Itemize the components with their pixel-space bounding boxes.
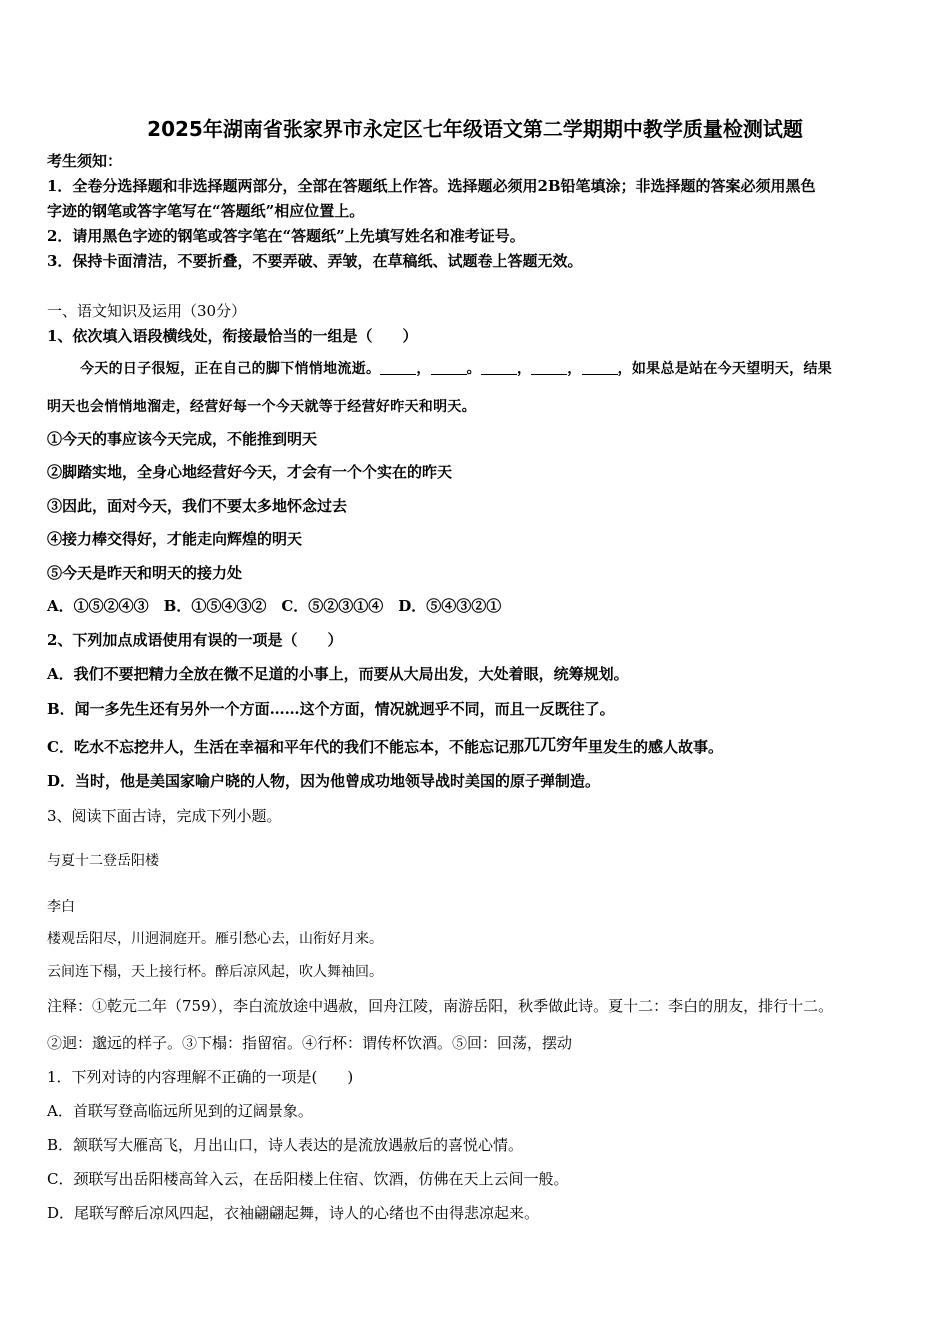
q1-passage-start: 今天的日子很短，正在自己的脚下悄悄地流逝。 [80, 361, 381, 377]
poem-note-2: ②迥：邈远的样子。③下榻：指留宿。④行杯：谓传杯饮酒。⑤回：回荡，摆动 [47, 1034, 573, 1052]
q1-option-1: ①今天的事应该今天完成，不能推到明天 [47, 430, 318, 448]
q2-option-c-pre: C．吃水不忘挖井人，生活在幸福和平年代的我们不能忘本，不能忘记那 [47, 738, 524, 756]
q2-stem: 2、下列加点成语使用有误的一项是（ ） [47, 631, 343, 649]
q1-passage-line1 [80, 359, 832, 379]
notice-item-1: 1．全卷分选择题和非选择题两部分，全部在答题纸上作答。选择题必须用2B铅笔填涂；非选择题的答案必须用黑色 [47, 177, 816, 195]
q1-sep-2: 。 [466, 361, 481, 377]
q1-option-3: ③因此，面对今天，我们不要太多地怀念过去 [47, 497, 348, 515]
q1-sep-3: ， [516, 361, 532, 377]
q1-option-4: ④接力棒交得好，才能走向辉煌的明天 [47, 530, 303, 548]
q1-blank-4 [531, 360, 567, 375]
poem-title: 与夏十二登岳阳楼 [47, 853, 159, 869]
q3-sub1-option-a: A．首联写登高临远所见到的辽阔景象。 [47, 1102, 313, 1120]
q1-blank-5 [582, 360, 618, 375]
q1-blank-2 [431, 360, 467, 375]
q1-sep-4: ， [567, 361, 582, 377]
q3-sub1-option-d: D．尾联写醉后凉风四起，衣袖翩翩起舞，诗人的心绪也不由得悲凉起来。 [47, 1204, 540, 1222]
poem-line-2: 云间连下榻，天上接行杯。醉后凉风起，吹人舞袖回。 [47, 964, 383, 980]
q3-sub1-option-b: B．颔联写大雁高飞，月出山口，诗人表达的是流放遇赦后的喜悦心情。 [47, 1136, 524, 1154]
q2-option-c-post: 里发生的感人故事。 [587, 738, 723, 756]
q2-idiom: 兀兀穷年 [523, 735, 588, 754]
q3-sub1-option-c: C．颈联写出岳阳楼高耸入云，在岳阳楼上住宿、饮酒，仿佛在天上云间一般。 [47, 1170, 569, 1188]
q1-passage-end: ，如果总是站在今天望明天，结果 [617, 361, 833, 377]
q1-blank-1 [380, 360, 416, 375]
q1-sep-1: ， [416, 361, 431, 377]
q1-option-5: ⑤今天是昨天和明天的接力处 [47, 564, 243, 582]
q3-stem: 3、阅读下面古诗，完成下列小题。 [47, 807, 282, 825]
q2-option-a: A．我们不要把精力全放在微不足道的小事上，而要从大局出发，大处着眼，统筹规划。 [47, 665, 629, 683]
notice-heading: 考生须知： [47, 152, 123, 170]
q2-option-b: B．闻一多先生还有另外一个方面……这个方面，情况就迥乎不同，而且一反既往了。 [47, 700, 615, 718]
notice-item-1-cont: 字迹的钢笔或答字笔写在“答题纸”相应位置上。 [47, 202, 365, 220]
q2-option-d: D．当时，他是美国家喻户晓的人物，因为他曾成功地领导战时美国的原子弹制造。 [47, 772, 601, 790]
poem-note-1: 注释：①乾元二年（759），李白流放途中遇赦，回舟江陵，南游岳阳，秋季做此诗。夏十二：李白的朋友，排行十二。 [47, 997, 834, 1015]
poem-author: 李白 [47, 899, 75, 915]
q1-blank-3 [481, 360, 517, 375]
section-heading: 一、语文知识及运用（30分） [47, 302, 247, 320]
page-title: 2025年湖南省张家界市永定区七年级语文第二学期期中教学质量检测试题 [147, 117, 803, 141]
q1-choices: A．①⑤②④③ B．①⑤④③② C．⑤②③①④ D．⑤④③②① [47, 597, 502, 615]
q1-passage-line2: 明天也会悄悄地溜走，经营好每一个今天就等于经营好昨天和明天。 [47, 399, 476, 415]
notice-item-3: 3．保持卡面清洁，不要折叠，不要弄破、弄皱，在草稿纸、试题卷上答题无效。 [47, 252, 583, 270]
q1-option-2: ②脚踏实地，全身心地经营好今天，才会有一个个实在的昨天 [47, 463, 453, 481]
q2-option-c [47, 735, 723, 757]
q1-stem: 1、依次填入语段横线处，衔接最恰当的一组是（ ） [47, 327, 418, 345]
notice-item-2: 2．请用黑色字迹的钢笔或答字笔在“答题纸”上先填写姓名和准考证号。 [47, 227, 525, 245]
q3-sub1-stem: 1．下列对诗的内容理解不正确的一项是( ) [47, 1068, 354, 1086]
poem-line-1: 楼观岳阳尽，川迥洞庭开。雁引愁心去，山衔好月来。 [47, 931, 383, 947]
